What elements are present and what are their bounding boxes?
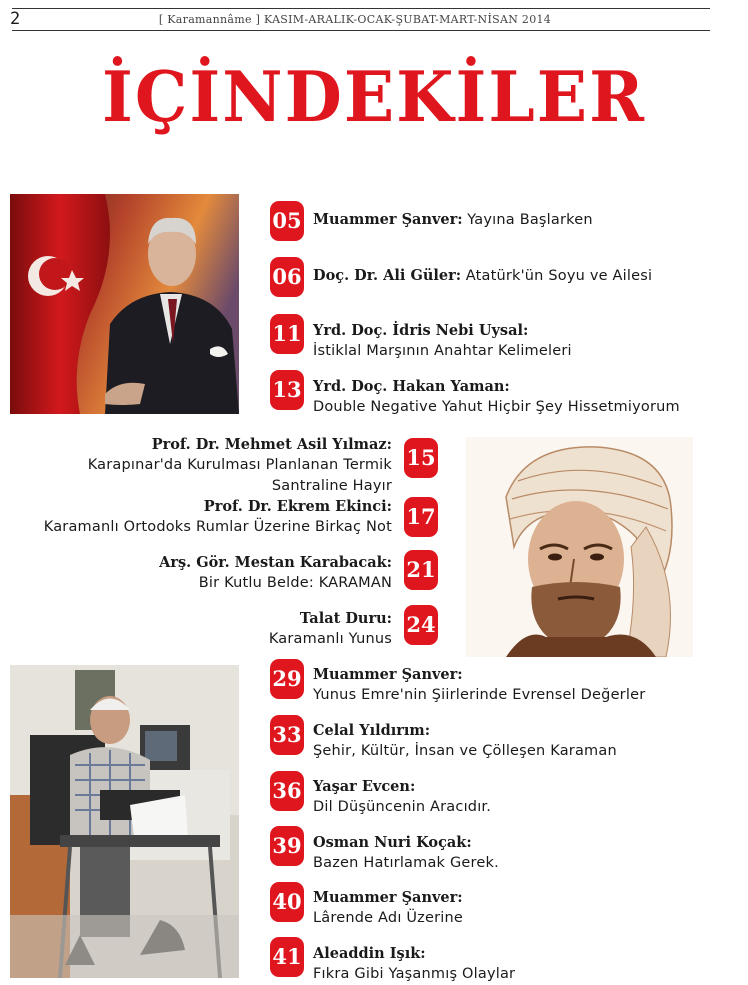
entry-author: Arş. Gör. Mestan Karabacak: [159, 554, 392, 571]
page-badge: 06 [270, 257, 304, 297]
page-badge: 33 [270, 715, 304, 755]
toc-entry[interactable] [313, 209, 593, 231]
page-badge: 36 [270, 771, 304, 811]
toc-entry[interactable] [313, 832, 499, 874]
page-badge: 24 [404, 605, 438, 645]
page-badge: 11 [270, 314, 304, 354]
header-bottom-rule [12, 30, 710, 31]
entry-title: Yunus Emre'nin Şiirlerinde Evrensel Değerler [313, 687, 646, 703]
page-title: İÇİNDEKİLER [102, 56, 646, 138]
toc-entry[interactable] [313, 887, 463, 929]
entry-author: Aleaddin Işık: [313, 945, 426, 962]
page-badge: 13 [270, 370, 304, 410]
page-badge: 29 [270, 659, 304, 699]
toc-entry[interactable] [2, 552, 392, 594]
entry-author: Yrd. Doç. Hakan Yaman: [313, 378, 510, 395]
toc-entry[interactable] [2, 496, 392, 538]
entry-author: Talat Duru: [299, 610, 392, 627]
entry-title: Fıkra Gibi Yaşanmış Olaylar [313, 966, 516, 982]
entry-author: Yaşar Evcen: [313, 778, 416, 795]
writer-typewriter-photo [10, 665, 239, 978]
entry-author: Prof. Dr. Ekrem Ekinci: [203, 498, 392, 515]
page-number: 2 [10, 9, 21, 29]
entry-title: Atatürk'ün Soyu ve Ailesi [465, 268, 653, 284]
entry-title: Yayına Başlarken [467, 212, 593, 228]
entry-author: Celal Yıldırım: [313, 722, 431, 739]
toc-entry[interactable] [313, 776, 491, 818]
ataturk-flag-photo [10, 194, 239, 414]
yunus-emre-portrait [466, 437, 693, 657]
entry-author: Muammer Şanver: [313, 666, 463, 683]
entry-title: Bazen Hatırlamak Gerek. [313, 855, 499, 871]
entry-author: Muammer Şanver: [313, 889, 463, 906]
toc-entry[interactable] [313, 265, 652, 287]
toc-entry[interactable] [313, 943, 515, 985]
entry-author: Doç. Dr. Ali Güler: [313, 267, 462, 284]
page-badge: 21 [404, 550, 438, 590]
entry-title: Karamanlı Ortodoks Rumlar Üzerine Birkaç Not [43, 519, 392, 535]
entry-title-line-2: Santraline Hayır [271, 478, 392, 494]
toc-entry[interactable] [313, 376, 680, 418]
entry-title-line-1: Karapınar'da Kurulması Planlanan Termik [87, 457, 392, 473]
entry-author: Yrd. Doç. İdris Nebi Uysal: [313, 322, 529, 339]
entry-title: Şehir, Kültür, İnsan ve Çölleşen Karaman [313, 743, 617, 759]
entry-author: Prof. Dr. Mehmet Asil Yılmaz: [151, 436, 392, 453]
entry-title: Dil Düşüncenin Aracıdır. [313, 799, 492, 815]
toc-entry[interactable] [2, 434, 392, 497]
toc-entry[interactable] [313, 720, 617, 762]
running-title: [ Karamannâme ] KASIM-ARALIK-OCAK-ŞUBAT-MART-NİSAN 2014 [158, 13, 552, 26]
entry-title: Karamanlı Yunus [268, 631, 392, 647]
toc-entry[interactable] [313, 320, 572, 362]
toc-entry[interactable] [2, 608, 392, 650]
entry-title: Bir Kutlu Belde: KARAMAN [198, 575, 392, 591]
page-badge: 40 [270, 882, 304, 922]
entry-title: İstiklal Marşının Anahtar Kelimeleri [313, 343, 572, 359]
page-badge: 15 [404, 438, 438, 478]
page-badge: 05 [270, 201, 304, 241]
page-badge: 17 [404, 497, 438, 537]
header-top-rule [12, 8, 710, 9]
entry-author: Osman Nuri Koçak: [313, 834, 472, 851]
entry-author: Muammer Şanver: [313, 211, 463, 228]
page-badge: 39 [270, 826, 304, 866]
entry-title: Lârende Adı Üzerine [313, 910, 464, 926]
entry-title: Double Negative Yahut Hiçbir Şey Hissetmiyorum [313, 399, 680, 415]
page-badge: 41 [270, 937, 304, 977]
toc-entry[interactable] [313, 664, 645, 706]
